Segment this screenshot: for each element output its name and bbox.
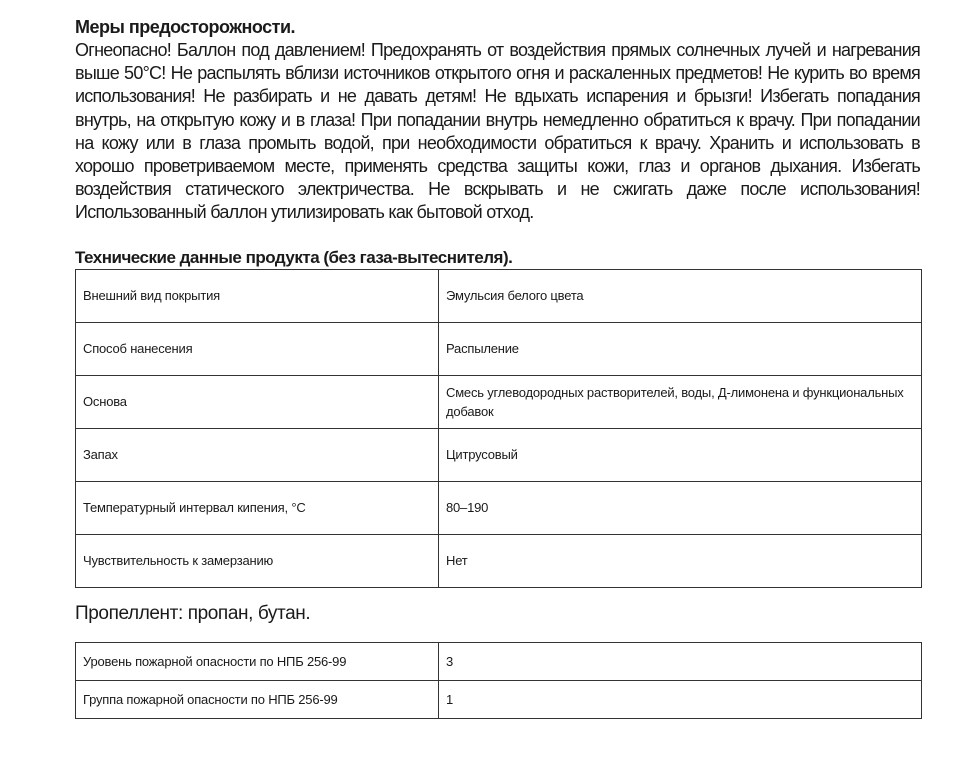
row-label: Уровень пожарной опасности по НПБ 256-99	[76, 642, 439, 680]
propellant-text: Пропеллент: пропан, бутан.	[75, 602, 311, 624]
row-value: Эмульсия белого цвета	[439, 269, 922, 322]
row-value: 3	[439, 642, 922, 680]
table-row	[76, 375, 922, 428]
document-page	[75, 16, 920, 719]
fire-hazard-table	[75, 642, 922, 719]
row-value: Цитрусовый	[439, 428, 922, 481]
row-value: Нет	[439, 534, 922, 587]
row-value: Распыление	[439, 322, 922, 375]
row-value: 80–190	[439, 481, 922, 534]
table-row	[76, 481, 922, 534]
table-row	[76, 322, 922, 375]
row-label: Чувствительность к замерзанию	[76, 534, 439, 587]
tech-data-table	[75, 269, 922, 588]
row-label: Способ нанесения	[76, 322, 439, 375]
precautions-text: Огнеопасно! Баллон под давлением! Предохранять от воздействия прямых солнечных лучей и нагревания выше 50°С! Не распылять вблизи источников открытого огня и раскаленных предметов! Не курить во время использования! Не разбирать и не давать детям! Не вдыхать испарения и брызги! Избегать попадания внутрь, на открытую кожу и в глаза! При попадании внутрь немедленно обратиться к врачу. При попадании на кожу или в глаза промыть водой, при необходимости обратиться к врачу. Хранить и использовать в хорошо проветриваемом месте, применять средства защиты кожи, глаз и органов дыхания. Избегать воздействия статического электричества. Не вскрывать и не сжигать даже после использования! Использованный баллон утилизировать как бытовой отход.	[75, 40, 920, 223]
row-label: Температурный интервал кипения, °С	[76, 481, 439, 534]
table-row	[76, 269, 922, 322]
tech-data-title: Технические данные продукта (без газа-вытеснителя).	[75, 247, 513, 267]
table-row	[76, 534, 922, 587]
table-row	[76, 642, 922, 680]
row-label: Основа	[76, 375, 439, 428]
table-row	[76, 428, 922, 481]
row-value: 1	[439, 680, 922, 718]
table-row	[76, 680, 922, 718]
row-label: Группа пожарной опасности по НПБ 256-99	[76, 680, 439, 718]
row-label: Внешний вид покрытия	[76, 269, 439, 322]
precautions-title: Меры предосторожности.	[75, 17, 296, 37]
row-label: Запах	[76, 428, 439, 481]
row-value: Смесь углеводородных растворителей, воды, Д-лимонена и функциональных добавок	[439, 375, 922, 428]
